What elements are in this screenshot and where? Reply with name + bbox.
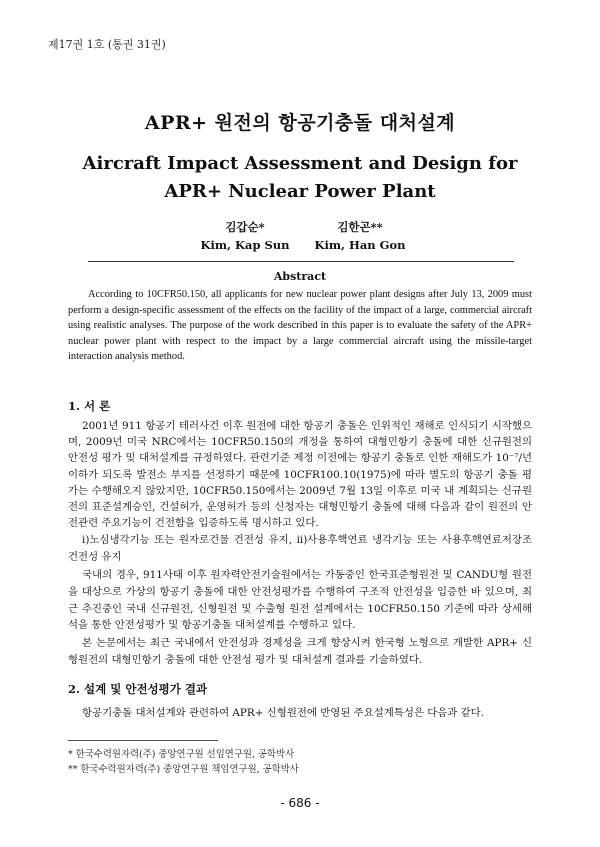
title-korean: APR+ 원전의 항공기충돌 대처설계 (144, 112, 456, 134)
title-english-line2: APR+ Nuclear Power Plant (164, 181, 436, 202)
abstract-heading: Abstract (273, 270, 327, 283)
author-1-name-ko: 김갑순* (225, 220, 265, 234)
intro-paragraph-1: 2001년 911 항공기 테러사건 이후 원전에 대한 항공기 충돌은 인위적인 재해로 인식되기 시작했으며, 2009년 미국 NRC에서는 10CFR50.150의 개정을 통하여 대형민항기 충돌에 대한 신규원전의 안전성 평가 및 대처설계를 규정하였다. 관련기준 제정 이전에는 항공기 충돌로 인한 재해도가 10⁻⁷/년 이하가 되도록 발전소 부지를 선정하기 때문에 10CFR100.10(1975)에 따라 별도의 항공기 충돌 평가는 수행해오지 않았지만, 10CFR50.150에서는 2009년 7월 13일 이후로 미국 내 계획되는 신규원전의 표준설계승인, 건설허가, 운영허가 등의 신청자는 대형민항기 충돌에 대해 다음과 같이 원전의 안전관련 주요기능이 건전함을 입증하도록 명시하고 있다. (68, 420, 532, 530)
author-2-name-ko: 김한곤** (337, 220, 383, 234)
author-2-name-en: Kim, Han Gon (314, 238, 406, 252)
section-2-heading: 2. 설계 및 안전성평가 결과 (68, 682, 208, 696)
section-2-paragraph-1: 항공기충돌 대처설계와 관련하여 APR+ 신형원전에 반영된 주요설계특성은 다음과 같다. (82, 707, 485, 719)
title-english-line1: Aircraft Impact Assessment and Design for (82, 153, 518, 174)
journal-info: 제17권 1호 (통권 31권) (48, 38, 166, 51)
footnote-divider (68, 740, 218, 741)
abstract-text: According to 10CFR50.150, all applicants for new nuclear power plant designs after July 13, 2009 must perform a design-specific assessment of the effects on the facility of the impact of a large, commercial aircraft using realistic analyses. The purpose of the work described in this paper is to evaluate the safety of the APR+ nuclear power plant with respect to the impact by a large commercial aircraft using the missile-target interaction analysis method. (68, 289, 532, 362)
author-1 (195, 218, 295, 254)
intro-paragraph-3: 국내의 경우, 911사태 이후 원자력안전기술원에서는 가동중인 한국표준형원전 및 CANDU형 원전을 대상으로 가상의 항공기 충돌에 대한 안전성평가를 수행하여 구조적 안전성을 입증한 바 있으며, 최근 추진중인 국내 신규원전, 신형원전 및 수출형 원전 설계에서는 10CFR50.150 기준에 따라 상세해석을 통한 안전성평가 및 항공기충돌 대처설계를 수행하고 있다. (68, 569, 532, 632)
title-english (0, 150, 600, 206)
intro-paragraph-2: i)노심냉각기능 또는 원자로건물 건전성 유지, ii)사용후핵연료 냉각기능 또는 사용후핵연료저장조 건전성 유지 (68, 534, 532, 563)
author-2 (305, 218, 415, 254)
section-intro-heading: 1. 서 론 (68, 399, 111, 413)
footnote-2: ** 한국수력원자력(주) 중앙연구원 책임연구원, 공학박사 (68, 764, 299, 775)
author-1-name-en: Kim, Kap Sun (200, 238, 290, 252)
page-number: - 686 - (280, 796, 320, 810)
footnote-1: * 한국수력원자력(주) 중앙연구원 선임연구원, 공학박사 (68, 749, 295, 760)
title-divider (88, 261, 514, 262)
intro-paragraph-4: 본 논문에서는 최근 국내에서 안전성과 경제성을 크게 향상시켜 한국형 노형으로 개발한 APR+ 신형원전의 대형민항기 충돌에 대한 안전성 평가 및 대처설계 결과를 기술하였다. (68, 637, 532, 666)
